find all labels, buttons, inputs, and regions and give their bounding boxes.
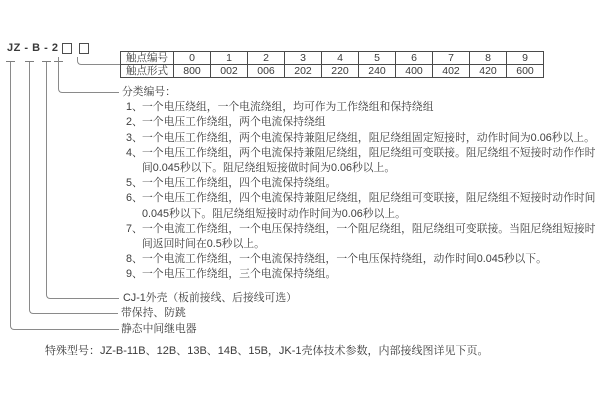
contact-number-cell: 0 xyxy=(174,52,211,65)
list-item xyxy=(122,191,598,221)
item-text: 一个电流工作绕组，一个电流保持绕组，一个电压保持绕组，动作时间0.045秒以下。 xyxy=(142,253,547,266)
contact-number-cell: 9 xyxy=(507,52,544,65)
row-header-contact-form: 触点形式 xyxy=(121,65,174,78)
item-text: 一个电压工作绕组，四个电流保持兼阻尼绕组，阻尼绕组可变联接，阻尼绕组不短接时动作时间 xyxy=(142,192,596,205)
list-item xyxy=(122,222,598,252)
contact-number-cell: 4 xyxy=(322,52,359,65)
label-case: CJ-1外壳（板前接线、后接线可选） xyxy=(123,292,297,304)
list-item xyxy=(122,100,598,115)
item-number: 5、 xyxy=(126,177,143,190)
contact-number-cell: 6 xyxy=(396,52,433,65)
item-number: 6、 xyxy=(126,192,143,205)
list-item xyxy=(122,131,598,146)
contact-form-cell: 402 xyxy=(433,65,470,78)
item-text: 0.045秒以下。阻尼绕组短接时动作时间为0.06秒以上。 xyxy=(142,207,406,220)
contact-form-cell: 006 xyxy=(248,65,285,78)
placeholder-box-1 xyxy=(62,43,72,54)
list-item xyxy=(122,146,598,176)
contact-number-cell: 1 xyxy=(211,52,248,65)
item-number: 8、 xyxy=(126,253,143,266)
item-text: 一个电压工作绕组，两个电流保持兼阻尼绕组，阻尼绕组固定短接时，动作时间为0.06秒以上。 xyxy=(142,131,595,144)
item-number: 3、 xyxy=(126,131,143,144)
item-text: 一个电压工作绕组，四个电流保持绕组。 xyxy=(142,177,337,190)
classification-title: 分类编号： xyxy=(122,86,176,98)
item-text: 一个电压工作绕组，三个电流保持绕组。 xyxy=(142,268,337,281)
contact-form-cell: 800 xyxy=(174,65,211,78)
model-code: JZ - B - 2 xyxy=(7,42,59,54)
item-text: 一个电压工作绕组，两个电流保持兼阻尼绕组，阻尼绕组可变联接。阻尼绕组不短接时动作作时 xyxy=(142,146,596,159)
item-number: 4、 xyxy=(126,146,143,159)
row-header-contact-number: 触点编号 xyxy=(121,52,174,65)
contact-form-cell: 002 xyxy=(211,65,248,78)
list-item xyxy=(122,176,598,191)
item-text: 一个电流工作绕组，一个电压保持绕组，一个阻尼绕组，阻尼绕组可变联接。当阻尼绕组短接时 xyxy=(142,222,596,235)
item-text: 一个电压绕组，一个电流绕组，均可作为工作绕组和保持绕组 xyxy=(142,101,434,114)
item-number: 1、 xyxy=(126,101,143,114)
contact-number-cell: 2 xyxy=(248,52,285,65)
list-item xyxy=(122,267,598,282)
connector-contact-table-line xyxy=(77,57,121,65)
item-text: 间0.045秒以下。阻尼绕组短接做时间为0.06秒以上。 xyxy=(142,162,396,175)
contact-form-cell: 420 xyxy=(470,65,507,78)
item-text: 间返回时间在0.5秒以上。 xyxy=(142,238,265,251)
table-row xyxy=(121,65,544,78)
contact-number-cell: 7 xyxy=(433,52,470,65)
table-row xyxy=(121,52,544,65)
contact-form-cell: 600 xyxy=(507,65,544,78)
label-hold-antipump: 带保持、防跳 xyxy=(121,307,186,319)
classification-list xyxy=(122,85,598,283)
contact-number-cell: 8 xyxy=(470,52,507,65)
list-item xyxy=(122,115,598,130)
connector-case-line xyxy=(46,62,119,299)
contact-table xyxy=(120,51,544,78)
contact-form-cell: 400 xyxy=(396,65,433,78)
item-number: 7、 xyxy=(126,222,143,235)
special-models-note: 特殊型号：JZ-B-11B、12B、13B、14B、15B，JK-1壳体技术参数，内部接线图详见下页。 xyxy=(45,345,489,357)
list-item xyxy=(122,252,598,267)
contact-form-cell: 202 xyxy=(285,65,322,78)
contact-form-cell: 240 xyxy=(359,65,396,78)
item-text: 一个电压工作绕组，两个电流保持绕组 xyxy=(142,116,326,129)
label-static-relay: 静态中间继电器 xyxy=(121,323,197,335)
model-designation xyxy=(7,42,89,54)
contact-form-cell: 220 xyxy=(322,65,359,78)
item-number: 9、 xyxy=(126,268,143,281)
contact-number-cell: 5 xyxy=(359,52,396,65)
contact-number-cell: 3 xyxy=(285,52,322,65)
placeholder-box-2 xyxy=(79,43,89,54)
item-number: 2、 xyxy=(126,116,143,129)
